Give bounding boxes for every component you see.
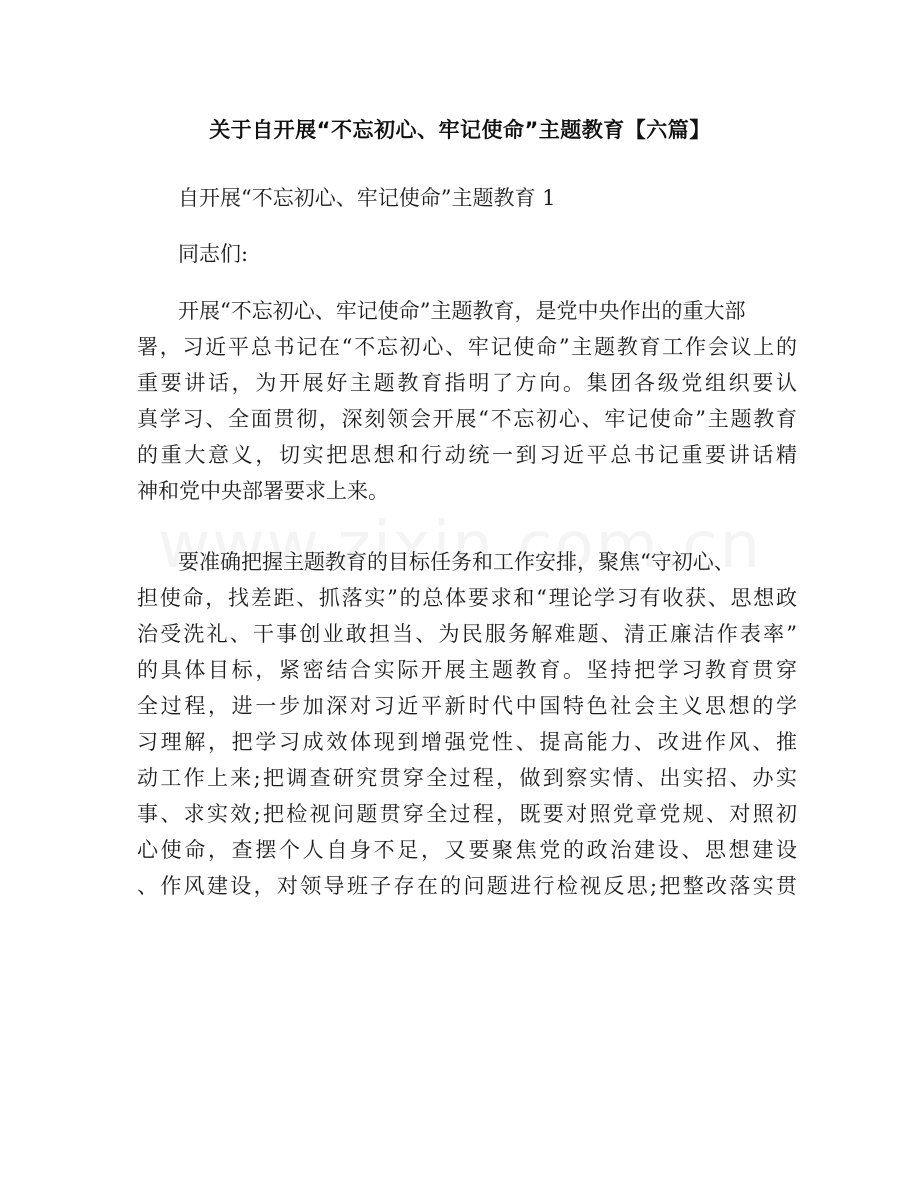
salutation: 同志们: bbox=[178, 242, 249, 266]
document-title: 关于自开展“不忘初心、牢记使命”主题教育【六篇】 bbox=[209, 118, 711, 142]
paragraph-line: 的重大意义，切实把思想和行动统一到习近平总书记重要讲话精 bbox=[137, 443, 797, 467]
paragraph-line: 习理解，把学习成效体现到增强党性、提高能力、改进作风、推 bbox=[137, 730, 797, 754]
paragraph-line: 事、求实效;把检视问题贯穿全过程，既要对照党章党规、对照初 bbox=[137, 802, 797, 826]
paragraph-line: 动工作上来;把调查研究贯穿全过程，做到察实情、出实招、办实 bbox=[137, 766, 797, 790]
paragraph-line: 心使命，查摆个人自身不足，又要聚焦党的政治建设、思想建设 bbox=[137, 838, 797, 862]
paragraph-line: 的具体目标，紧密结合实际开展主题教育。坚持把学习教育贯穿 bbox=[137, 658, 797, 682]
paragraph-line: 要准确把握主题教育的目标任务和工作安排，聚焦“守初心、 bbox=[178, 550, 735, 574]
paragraph-line: 治受洗礼、干事创业敢担当、为民服务解难题、清正廉洁作表率” bbox=[137, 622, 797, 646]
paragraph-line: 开展“不忘初心、牢记使命”主题教育，是党中央作出的重大部 bbox=[178, 299, 746, 323]
paragraph-line: 担使命，找差距、抓落实”的总体要求和“理论学习有收获、思想政 bbox=[137, 586, 797, 610]
paragraph-line: 真学习、全面贯彻，深刻领会开展“不忘初心、牢记使命”主题教育 bbox=[137, 407, 797, 431]
section-heading: 自开展“不忘初心、牢记使命”主题教育 1 bbox=[178, 186, 556, 210]
paragraph-line: 全过程，进一步加深对习近平新时代中国特色社会主义思想的学 bbox=[137, 694, 797, 718]
paragraph-line: 、作风建设，对领导班子存在的问题进行检视反思;把整改落实贯 bbox=[137, 874, 797, 898]
paragraph-line: 署，习近平总书记在“不忘初心、牢记使命”主题教育工作会议上的 bbox=[137, 335, 797, 359]
paragraph-line: 神和党中央部署要求上来。 bbox=[137, 479, 389, 503]
paragraph-line: 重要讲话，为开展好主题教育指明了方向。集团各级党组织要认 bbox=[137, 371, 797, 395]
